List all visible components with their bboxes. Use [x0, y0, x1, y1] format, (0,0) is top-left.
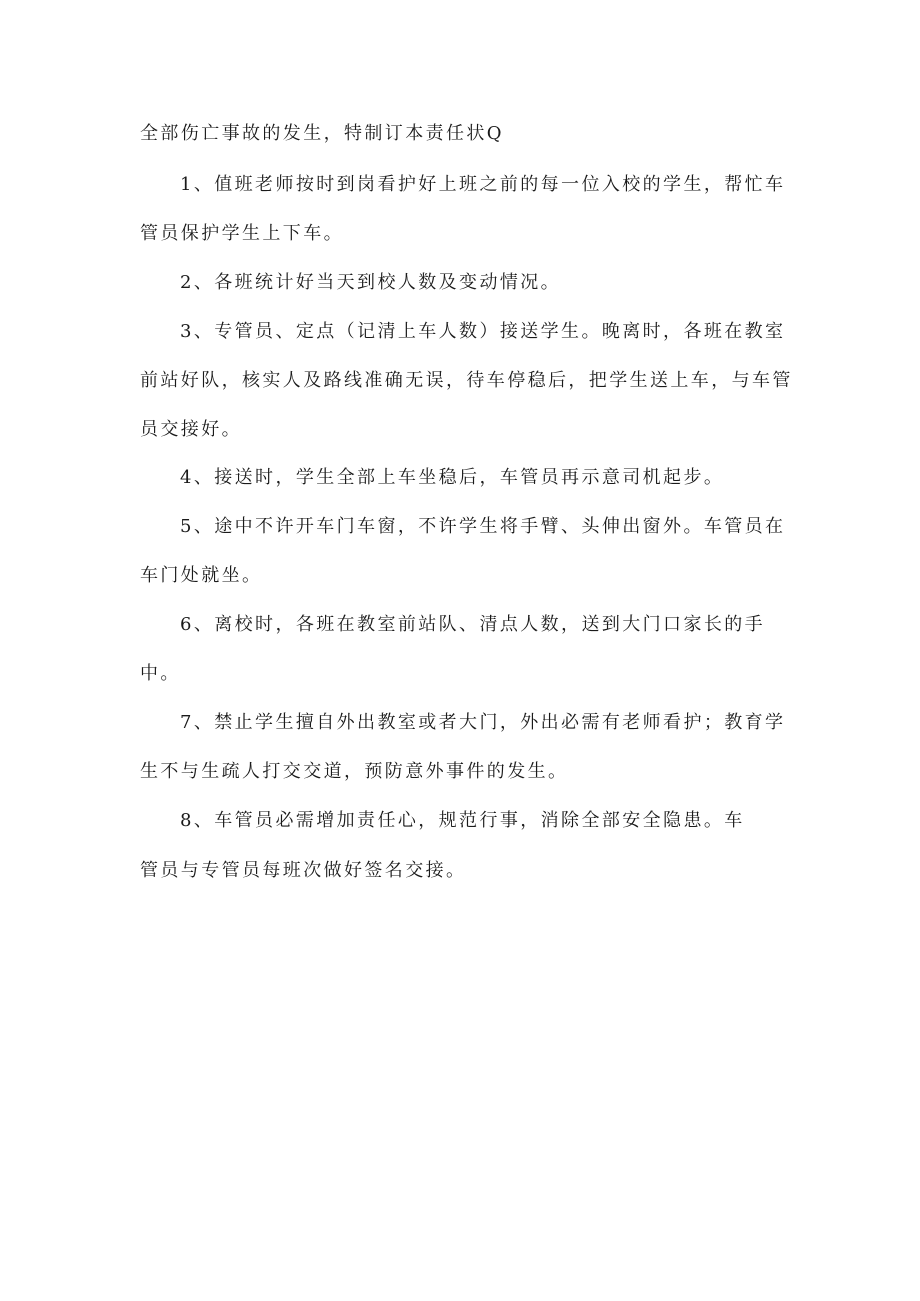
item-6-line-2: 中。 — [140, 663, 181, 684]
item-4-line-1: 4、接送时，学生全部上车坐稳后，车管员再示意司机起步。 — [180, 467, 725, 488]
item-7-line-1: 7、禁止学生擅自外出教室或者大门，外出必需有老师看护；教育学 — [180, 712, 786, 733]
item-1-line-1: 1、值班老师按时到岗看护好上班之前的每一位入校的学生，帮忙车 — [180, 174, 786, 195]
item-3-line-2: 前站好队，核实人及路线准确无误，待车停稳后，把学生送上车，与车管 — [140, 370, 793, 391]
item-5-line-2: 车门处就坐。 — [140, 565, 263, 586]
item-1-line-2: 管员保护学生上下车。 — [140, 223, 344, 244]
item-7-line-2: 生不与生疏人打交交道，预防意外事件的发生。 — [140, 761, 569, 782]
item-2-line-1: 2、各班统计好当天到校人数及变动情况。 — [180, 272, 562, 293]
item-8-line-2: 管员与专管员每班次做好签名交接。 — [140, 860, 467, 881]
item-8-line-1: 8、车管员必需增加责任心，规范行事，消除全部安全隐患。车 — [180, 810, 745, 831]
item-3-line-1: 3、专管员、定点（记清上车人数）接送学生。晚离时，各班在教室 — [180, 321, 786, 342]
item-5-line-1: 5、途中不许开车门车窗，不许学生将手臂、头伸出窗外。车管员在 — [180, 516, 786, 537]
intro-line: 全部伤亡事故的发生，特制订本责任状Q — [140, 123, 504, 144]
item-3-line-3: 员交接好。 — [140, 419, 242, 440]
item-6-line-1: 6、离校时，各班在教室前站队、清点人数，送到大门口家长的手 — [180, 614, 766, 635]
